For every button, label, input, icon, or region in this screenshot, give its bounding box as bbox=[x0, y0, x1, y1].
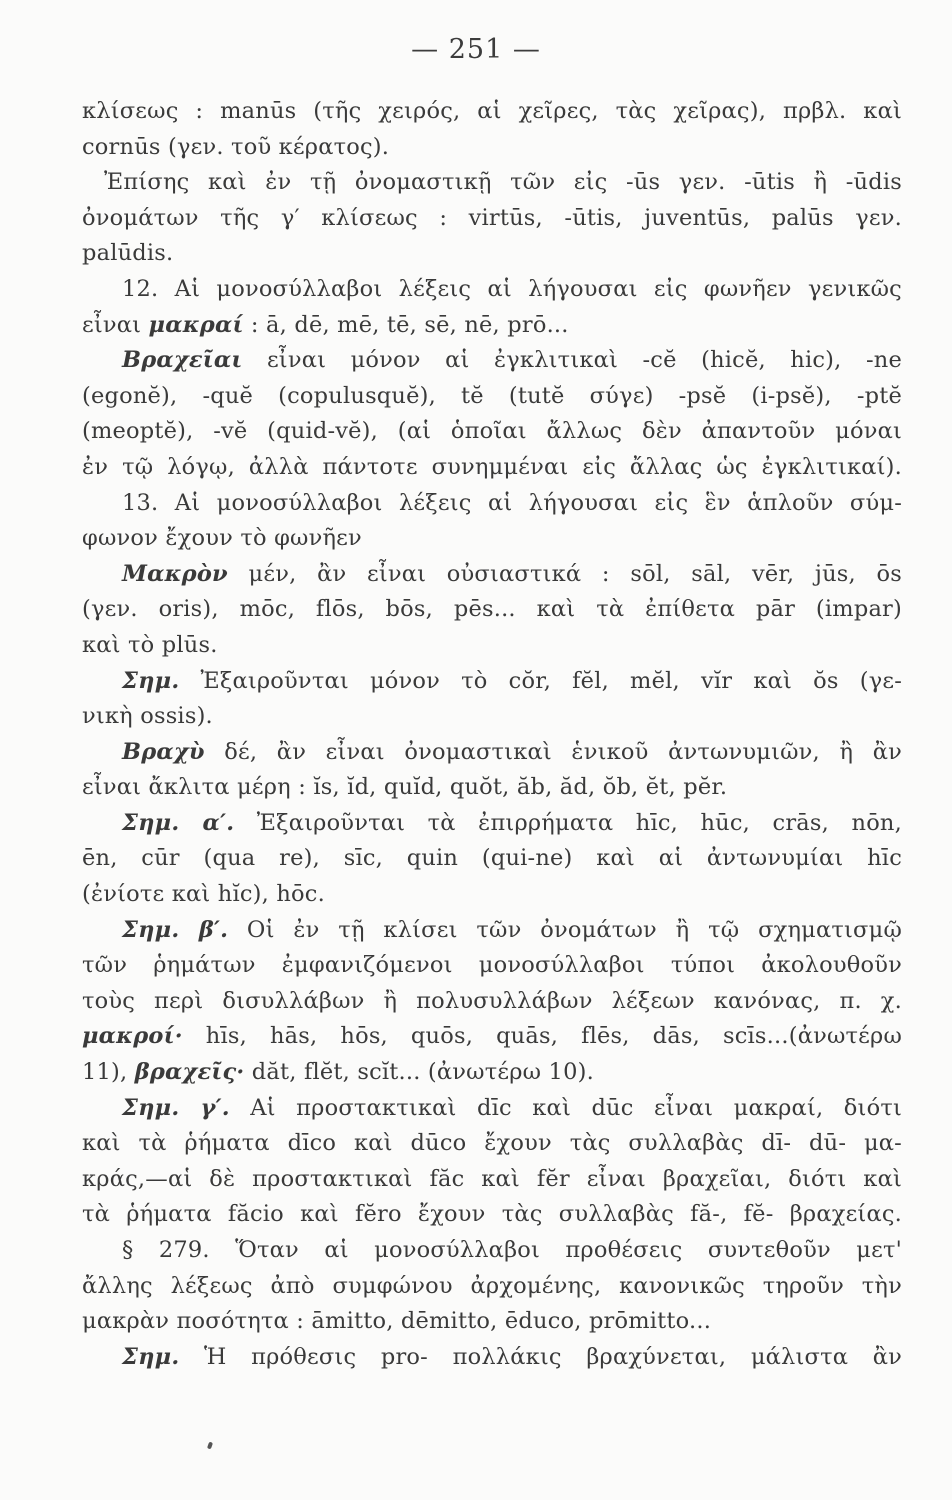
text-span: ἐν τῷ λόγῳ, ἀλλὰ πάντοτε συνημμέναι εἰς ἄλλας ὡς ἐγκλιτικαί). bbox=[82, 453, 902, 480]
text-span: (ἐνίοτε καὶ hĭc), hōc. bbox=[82, 881, 325, 908]
text-line bbox=[82, 414, 902, 450]
ink-speck-mark bbox=[207, 1442, 213, 1450]
text-body bbox=[82, 94, 902, 1375]
text-line bbox=[82, 1162, 902, 1198]
text-line bbox=[82, 1091, 902, 1127]
text-line bbox=[82, 130, 902, 166]
text-span: εἶναι bbox=[82, 311, 149, 338]
text-span: εἶναι ἄκλιτα μέρη : ĭs, ĭd, quĭd, quŏt, ăb, ăd, ŏb, ĕt, pĕr. bbox=[82, 774, 728, 801]
text-line bbox=[82, 450, 902, 486]
emphasis-span: Σημ. γ′. bbox=[122, 1094, 230, 1121]
text-line bbox=[82, 1233, 902, 1269]
text-line bbox=[82, 1019, 902, 1055]
text-line bbox=[82, 1126, 902, 1162]
text-span: φωνον ἔχουν τὸ φωνῆεν bbox=[82, 525, 362, 552]
text-line bbox=[82, 948, 902, 984]
text-line bbox=[82, 201, 902, 237]
text-span: τὰ ῥήματα făcio καὶ fĕro ἔχουν τὰς συλλαβὰς fă-, fĕ- βραχείας. bbox=[82, 1201, 902, 1228]
emphasis-span: Σημ. β′. bbox=[122, 916, 229, 943]
text-line bbox=[82, 984, 902, 1020]
text-line bbox=[82, 664, 902, 700]
text-span: : ā, dē, mē, tē, sē, nē, prō... bbox=[243, 311, 569, 338]
text-line bbox=[82, 592, 902, 628]
text-span: μέν, ἂν εἶναι οὐσιαστικά : sōl, sāl, vēr, jūs, ōs bbox=[227, 560, 902, 587]
text-line bbox=[82, 343, 902, 379]
text-span: (γεν. oris), mōc, flōs, bōs, pēs... καὶ τὰ ἐπίθετα pār (impar) bbox=[82, 596, 902, 623]
text-line bbox=[82, 1340, 902, 1376]
text-span: (egonĕ), -quĕ (copulusquĕ), tĕ (tutĕ σύγε) -psĕ (i-psĕ), -ptĕ bbox=[82, 382, 902, 409]
text-span: palūdis. bbox=[82, 240, 174, 267]
text-line bbox=[82, 1304, 902, 1340]
text-span: dăt, flĕt, scĭt... (ἀνωτέρω 10). bbox=[244, 1059, 594, 1086]
emphasis-span: Μακρὸν bbox=[122, 560, 228, 587]
text-line bbox=[82, 877, 902, 913]
page-number: — 251 — bbox=[411, 34, 541, 65]
text-span: (meoptĕ), -vĕ (quid-vĕ), (αἱ ὁποῖαι ἄλλως δὲν ἀπαντοῦν μόναι bbox=[82, 418, 902, 445]
text-span: καὶ τὰ ῥήματα dīco καὶ dūco ἔχουν τὰς συλλαβὰς dī- dū- μα- bbox=[82, 1130, 902, 1157]
text-line bbox=[82, 806, 902, 842]
emphasis-span: Βραχὺ bbox=[122, 738, 205, 765]
text-span: Ἐπίσης καὶ ἐν τῇ ὀνομαστικῇ τῶν εἰς -ūs γεν. -ūtis ἢ -ūdis bbox=[104, 169, 902, 196]
text-span: Οἱ ἐν τῇ κλίσει τῶν ὀνομάτων ἢ τῷ σχηματισμῷ bbox=[228, 916, 902, 943]
text-span: ἄλλης λέξεως ἀπὸ συμφώνου ἀρχομένης, κανονικῶς τηροῦν τὴν bbox=[82, 1272, 902, 1299]
text-span: νικὴ ossis). bbox=[82, 703, 213, 730]
emphasis-span: Σημ. bbox=[122, 1343, 180, 1370]
text-line bbox=[82, 1197, 902, 1233]
text-line bbox=[82, 699, 902, 735]
text-span: κλίσεως : manūs (τῆς χειρός, αἱ χεῖρες, τὰς χεῖρας), πρβλ. καὶ bbox=[82, 98, 902, 124]
text-line bbox=[82, 735, 902, 771]
text-line bbox=[82, 628, 902, 664]
text-span: τοὺς περὶ δισυλλάβων ἢ πολυσυλλάβων λέξεων κανόνας, π. χ. bbox=[82, 987, 902, 1014]
text-span: hīs, hās, hōs, quōs, quās, flēs, dās, scīs...(ἀνωτέρω bbox=[182, 1023, 902, 1050]
text-line bbox=[82, 236, 902, 272]
text-line bbox=[82, 913, 902, 949]
text-span: τῶν ῥημάτων ἐμφανιζόμενοι μονοσύλλαβοι τύποι ἀκολουθοῦν bbox=[82, 952, 902, 979]
emphasis-span: Σημ. α′. bbox=[122, 809, 235, 836]
text-span: 13. Αἱ μονοσύλλαβοι λέξεις αἱ λήγουσαι εἰς ἓν ἁπλοῦν σύμ- bbox=[122, 489, 902, 516]
text-span: εἶναι μόνον αἱ ἐγκλιτικαὶ -cĕ (hicĕ, hic), -ne bbox=[242, 347, 902, 374]
text-line bbox=[82, 1055, 902, 1091]
text-span: cornūs (γεν. τοῦ κέρατος). bbox=[82, 133, 390, 160]
text-line bbox=[82, 308, 902, 344]
text-span: δέ, ἂν εἶναι ὀνομαστικαὶ ἑνικοῦ ἀντωνυμιῶν, ἢ ἂν bbox=[204, 738, 902, 765]
text-line bbox=[82, 1269, 902, 1305]
text-line bbox=[82, 486, 902, 522]
text-span: Αἱ προστακτικαὶ dīc καὶ dūc εἶναι μακραί, διότι bbox=[229, 1094, 902, 1121]
text-span: Ἐξαιροῦνται μόνον τὸ cŏr, fĕl, mĕl, vĭr καὶ ŏs (γε- bbox=[179, 667, 902, 694]
text-line bbox=[82, 165, 902, 201]
text-line bbox=[82, 557, 902, 593]
text-span: μακρὰν ποσότητα : āmitto, dēmitto, ēduco, prōmitto... bbox=[82, 1308, 712, 1335]
text-span: ὀνομάτων τῆς γ′ κλίσεως : virtūs, -ūtis, juventūs, palūs γεν. bbox=[82, 204, 902, 231]
text-span: καὶ τὸ plūs. bbox=[82, 631, 218, 658]
text-span: 12. Αἱ μονοσύλλαβοι λέξεις αἱ λήγουσαι εἰς φωνῆεν γενικῶς bbox=[122, 275, 902, 302]
text-span: Ἐξαιροῦνται τὰ ἐπιρρήματα hīc, hūc, crās, nōn, bbox=[234, 809, 902, 836]
text-span: ēn, cūr (qua re), sīc, quin (qui-ne) καὶ αἱ ἀντωνυμίαι hīc bbox=[82, 845, 902, 872]
text-span: κράς,—αἱ δὲ προστακτικαὶ făc καὶ fĕr εἶναι βραχεῖαι, διότι καὶ bbox=[82, 1165, 902, 1192]
emphasis-span: Βραχεῖαι bbox=[122, 347, 243, 374]
text-span: § 279. Ὅταν αἱ μονοσύλλαβοι προθέσεις συντεθοῦν μετ' bbox=[122, 1237, 902, 1263]
text-line bbox=[82, 379, 902, 415]
emphasis-span: μακραί bbox=[148, 311, 244, 338]
emphasis-span: βραχεῖς· bbox=[134, 1059, 245, 1086]
text-line bbox=[82, 272, 902, 308]
emphasis-span: Σημ. bbox=[122, 667, 180, 694]
text-line bbox=[82, 770, 902, 806]
text-span: 11), bbox=[82, 1059, 135, 1086]
text-span: Ἡ πρόθεσις pro- πολλάκις βραχύνεται, μάλιστα ἂν bbox=[179, 1343, 902, 1370]
text-line bbox=[82, 94, 902, 130]
emphasis-span: μακροί· bbox=[82, 1023, 183, 1050]
text-line bbox=[82, 841, 902, 877]
text-line bbox=[82, 521, 902, 557]
